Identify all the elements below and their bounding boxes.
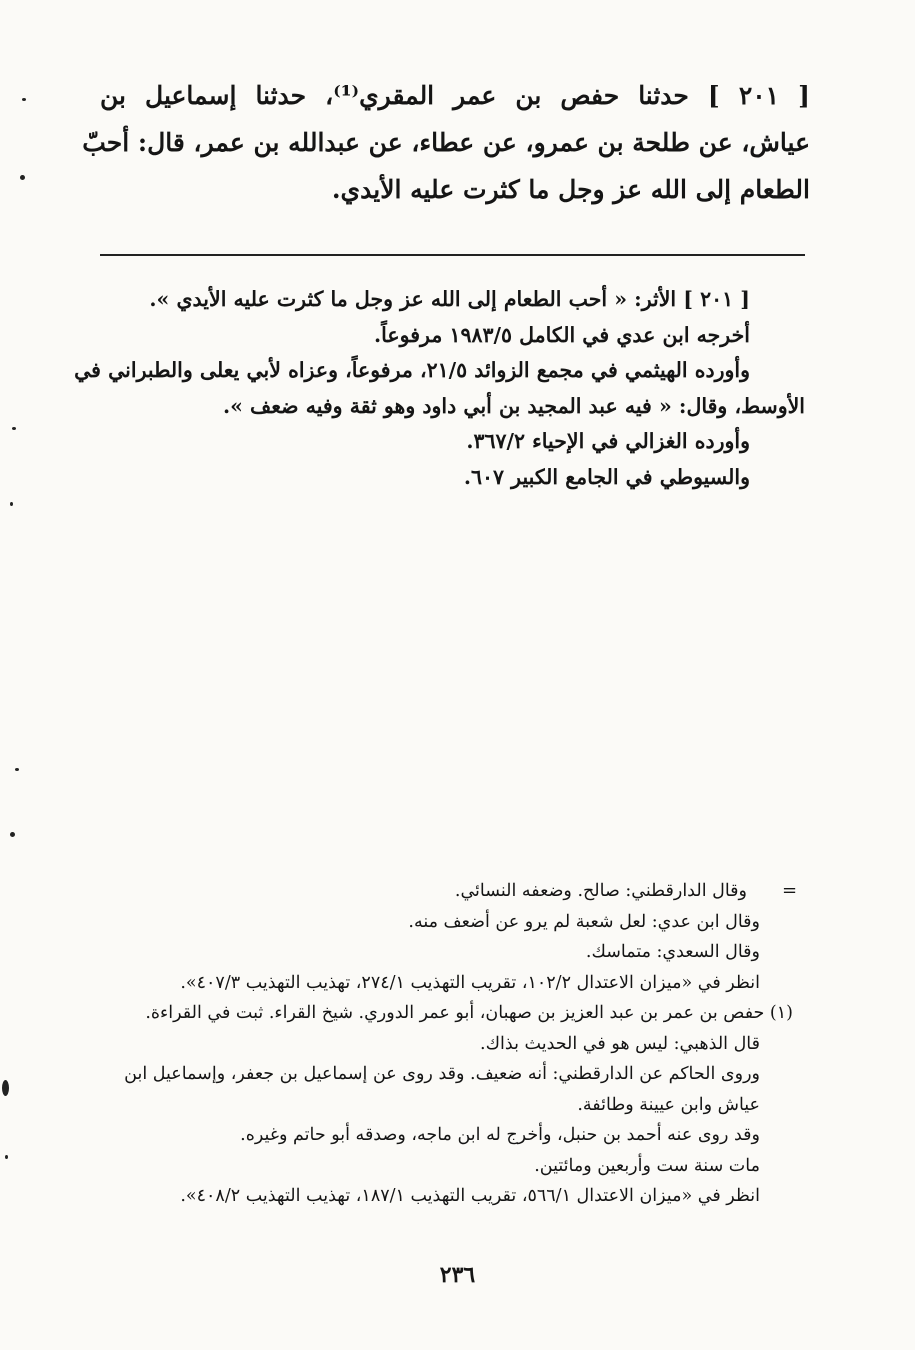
- hadith-line: عياش، عن طلحة بن عمرو، عن عطاء، عن عبدالله بن عمر، قال: أحبّ: [82, 128, 810, 157]
- scan-speck: [10, 502, 13, 506]
- hadith-line: الطعام إلى الله عز وجل ما كثرت عليه الأيدي.: [331, 175, 810, 204]
- footnote-line: مات سنة ست وأربعين ومائتين.: [534, 1155, 760, 1176]
- page-number: ٢٣٦: [439, 1262, 476, 1288]
- footnote-line: وقال السعدي: متماسك.: [585, 942, 760, 962]
- footnotes: [95, 876, 805, 1212]
- scan-speck: [10, 832, 15, 837]
- separator-rule: [100, 254, 805, 256]
- takhrij-line: [ ٢٠١ ] الأثر: « أحب الطعام إلى الله عز وجل ما كثرت عليه الأيدي ».: [149, 287, 750, 311]
- takhrij-line: وأورده الهيثمي في مجمع الزوائد ٢١/٥، مرفوعاً، وعزاه لأبي يعلى والطبراني في: [74, 358, 750, 382]
- footnote-line: وروى الحاكم عن الدارقطني: أنه ضعيف. وقد روى عن إسماعيل بن جعفر، وإسماعيل ابن: [124, 1064, 760, 1084]
- takhrij-line: الأوسط، وقال: « فيه عبد المجيد بن أبي داود وهو ثقة وفيه ضعف ».: [222, 393, 805, 418]
- scan-speck: [15, 768, 19, 771]
- continuation-mark: =: [782, 880, 798, 901]
- scan-speck: [22, 98, 26, 101]
- footnote-line: انظر في «ميزان الاعتدال ٥٦٦/١، تقريب التهذيب ١٨٧/١، تهذيب التهذيب ٤٠٨/٢».: [180, 1186, 760, 1206]
- footnote-line: عياش وابن عيينة وطائفة.: [577, 1094, 760, 1115]
- footnote-line: وقد روى عنه أحمد بن حنبل، وأخرج له ابن ماجه، وصدقه أبو حاتم وغيره.: [240, 1125, 760, 1145]
- hadith-line: [ ٢٠١ ] حدثنا حفص بن عمر المقري⁽¹⁾، حدثنا إسماعيل بن: [100, 81, 810, 110]
- scan-speck: [5, 1155, 8, 1159]
- footnote-line: قال الذهبي: ليس هو في الحديث بذاك.: [480, 1033, 760, 1054]
- scan-speck: [20, 175, 25, 180]
- takhrij-notes: [74, 282, 805, 495]
- takhrij-line: وأورده الغزالي في الإحياء ٣٦٧/٢.: [466, 429, 750, 453]
- footnote-line: انظر في «ميزان الاعتدال ١٠٢/٢، تقريب التهذيب ٢٧٤/١، تهذيب التهذيب ٤٠٧/٣».: [180, 972, 760, 993]
- takhrij-line: أخرجه ابن عدي في الكامل ١٩٨٣/٥ مرفوعاً.: [374, 322, 750, 347]
- hadith-text: [82, 72, 810, 213]
- scan-speck: [2, 1080, 9, 1096]
- footnote-line: (١) حفص بن عمر بن عبد العزيز بن صهبان، أبو عمر الدوري. شيخ القراء. ثبت في القراءة.: [145, 1003, 793, 1023]
- footnote-line: وقال ابن عدي: لعل شعبة لم يرو عن أضعف منه.: [408, 911, 760, 932]
- scan-speck: [12, 427, 16, 430]
- footnote-line: وقال الدارقطني: صالح. وضعفه النسائي.: [454, 881, 747, 901]
- takhrij-line: والسيوطي في الجامع الكبير ٦٠٧.: [463, 464, 750, 489]
